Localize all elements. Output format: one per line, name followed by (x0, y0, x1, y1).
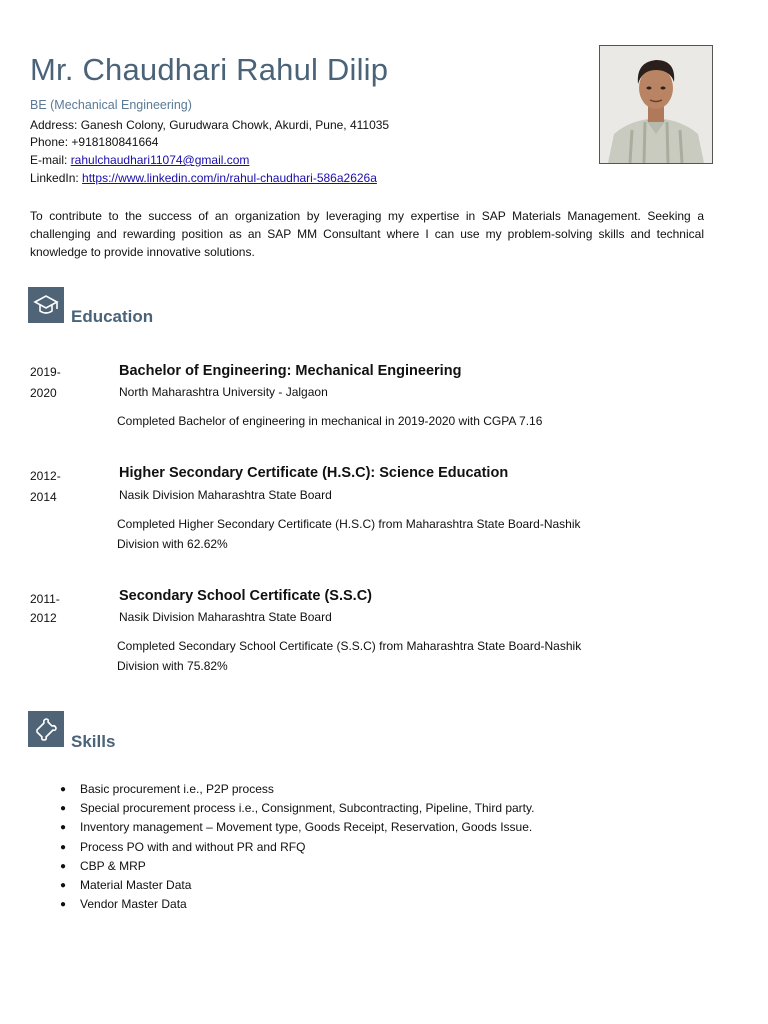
education-year-start: 2019- (30, 365, 61, 379)
skills-heading: Skills (71, 732, 116, 751)
degree-line: BE (Mechanical Engineering) (30, 98, 192, 112)
skill-text: Basic procurement i.e., P2P process (80, 782, 274, 796)
skills-list (60, 780, 534, 914)
linkedin-link[interactable]: https://www.linkedin.com/in/rahul-chaudhari-586a2626a (82, 171, 377, 185)
list-item (60, 799, 534, 818)
skill-text: Process PO with and without PR and RFQ (80, 839, 306, 854)
skill-text: CBP & MRP (80, 858, 146, 873)
skill-text: Special procurement process i.e., Consignment, Subcontracting, Pipeline, Third party. (80, 801, 535, 816)
education-year-start: 2011- (30, 592, 60, 606)
email-link[interactable]: rahulchaudhari11074@gmail.com (70, 153, 250, 167)
graduation-cap-icon (28, 287, 64, 323)
linkedin-label: LinkedIn: (30, 171, 79, 185)
education-institution: Nasik Division Maharashtra State Board (119, 610, 332, 624)
phone-line (30, 135, 158, 149)
email-line (30, 153, 249, 167)
education-description: Completed Secondary School Certificate (S.S.C) from Maharashtra State Board-Nashik Division with 75.82% (117, 639, 582, 673)
puzzle-piece-icon (28, 711, 64, 747)
phone-label: Phone: (30, 135, 69, 149)
bullet-icon: ● (60, 803, 67, 815)
candidate-name: Mr. Chaudhari Rahul Dilip (30, 52, 389, 87)
list-item (60, 818, 534, 837)
education-degree-title: Bachelor of Engineering: Mechanical Engineering (119, 363, 462, 379)
email-label: E-mail: (30, 153, 68, 167)
education-degree-title: Secondary School Certificate (S.S.C) (119, 588, 373, 604)
education-institution: Nasik Division Maharashtra State Board (119, 488, 332, 502)
bullet-icon: ● (60, 784, 67, 795)
education-year-end: 2012 (30, 611, 57, 625)
address-line (30, 118, 389, 132)
career-objective: To contribute to the success of an organization by leveraging my expertise in SAP Materials Management. Seeking a challenging and rewarding position as an SAP MM Consultant where I can use my problem-solving skills and technical knowledge to provide innovative solutions. (30, 209, 704, 259)
education-year-end: 2020 (30, 386, 57, 400)
list-item (60, 838, 534, 857)
bullet-icon: ● (60, 880, 67, 892)
skill-text: Material Master Data (80, 878, 192, 893)
profile-photo (599, 45, 713, 164)
bullet-icon: ● (60, 899, 67, 911)
skill-text: Vendor Master Data (80, 897, 187, 912)
education-heading: Education (71, 307, 154, 326)
list-item (60, 780, 534, 799)
education-description: Completed Bachelor of engineering in mechanical in 2019-2020 with CGPA 7.16 (117, 414, 543, 428)
address-value: Ganesh Colony, Gurudwara Chowk, Akurdi, Pune, 411035 (80, 118, 390, 132)
address-label: Address: (30, 118, 78, 132)
list-item (60, 876, 534, 895)
education-institution: North Maharashtra University - Jalgaon (119, 385, 328, 399)
phone-value: +918180841664 (71, 135, 159, 149)
education-year-end: 2014 (30, 490, 57, 504)
bullet-icon: ● (60, 841, 67, 853)
skill-text: Inventory management – Movement type, Goods Receipt, Reservation, Goods Issue. (80, 820, 533, 835)
education-year-start: 2012- (30, 469, 61, 483)
education-description: Completed Higher Secondary Certificate (H.S.C) from Maharashtra State Board-Nashik Division with 62.62% (117, 517, 581, 551)
bullet-icon: ● (60, 860, 67, 872)
list-item (60, 895, 534, 914)
person-portrait-icon (600, 46, 712, 163)
list-item (60, 857, 534, 876)
linkedin-line (30, 171, 377, 185)
bullet-icon: ● (60, 822, 67, 834)
education-degree-title: Higher Secondary Certificate (H.S.C): Science Education (119, 465, 509, 481)
